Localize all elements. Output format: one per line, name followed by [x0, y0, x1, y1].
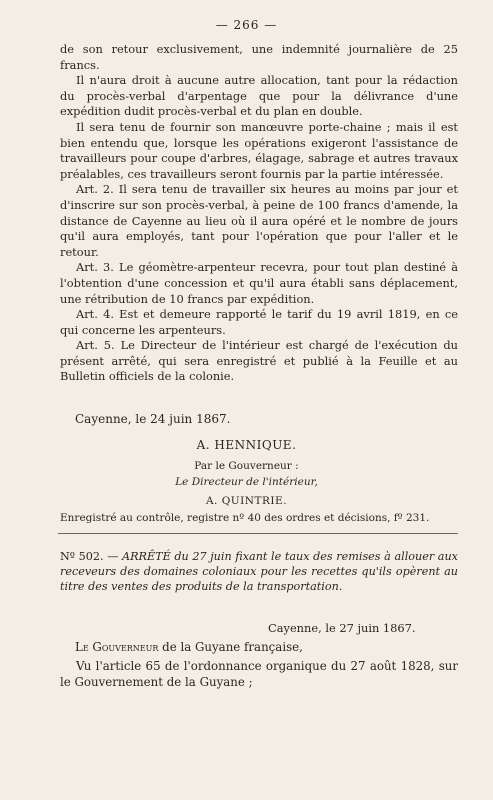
signature-date: Cayenne, le 24 juin 1867.	[75, 412, 231, 426]
article-3: Art. 3. Le géomètre-arpenteur recevra, pour tout plan destiné à l'obtention d'une concession et qu'il aura établi sans déplacement, une rétribution de 10 francs par expédition.	[60, 260, 458, 306]
arrete-date: Cayenne, le 27 juin 1867.	[268, 621, 416, 635]
paragraph-2: Il n'aura droit à aucune autre allocation, tant pour la rédaction du procès-verbal d'arpentage que pour la délivrance d'une expédition dudit procès-verbal et du plan en double.	[60, 73, 458, 119]
paragraph-3: Il sera tenu de fournir son manœuvre porte-chaine ; mais il est bien entendu que, lorsque les opérations exigeront l'assistance de travailleurs pour coupe d'arbres, élagage, sabrage et autres travaux préalables, ces travailleurs seront fournis par la partie intéressée.	[60, 119, 458, 181]
signature-name: A. HENNIQUE.	[196, 438, 297, 452]
gouverneur-title: Le Gouverneur	[75, 640, 159, 654]
vu-paragraph: Vu l'article 65 de l'ordonnance organique du 27 août 1828, sur le Gouvernement de la Guyane ;	[60, 659, 458, 689]
page-number: — 266 —	[215, 18, 278, 32]
article-5: Art. 5. Le Directeur de l'intérieur est chargé de l'exécution du présent arrêté, qui sera enregistré et publié à la Feuille et au Bulletin officiels de la colonie.	[60, 338, 458, 384]
section-divider	[58, 533, 458, 534]
signature-name-2: A. QUINTRIE.	[205, 495, 288, 507]
body-text	[60, 42, 458, 385]
arrete-title: ARRÊTÉ du 27 juin fixant le taux des remises à allouer aux receveurs des domaines coloniaux pour les recettes qu'ils opèrent au titre des ventes des produits de la transportation.	[60, 550, 458, 594]
registration-note: Enregistré au contrôle, registre nº 40 des ordres et décisions, fº 231.	[60, 512, 430, 524]
gouverneur-rest: de la Guyane française,	[158, 640, 303, 654]
paragraph-1: de son retour exclusivement, une indemnité journalière de 25 francs.	[60, 42, 458, 72]
signature-par-le-gouverneur: Par le Gouverneur :	[194, 460, 299, 472]
article-4: Art. 4. Est et demeure rapporté le tarif du 19 avril 1819, en ce qui concerne les arpenteurs.	[60, 307, 458, 337]
arrete-number: Nº 502.	[60, 550, 104, 563]
signature-directeur: Le Directeur de l'intérieur,	[175, 476, 318, 488]
arrete-dash: —	[103, 550, 123, 563]
gouverneur-line	[75, 640, 458, 654]
article-2: Art. 2. Il sera tenu de travailler six heures au moins par jour et d'inscrire sur son procès-verbal, à peine de 100 francs d'amende, la distance de Cayenne au lieu où il aura opéré et le nombre de jours qu'il aura employés, tant pour l'opération que pour l'aller et le retour.	[60, 182, 458, 259]
arrete-heading	[60, 549, 458, 595]
